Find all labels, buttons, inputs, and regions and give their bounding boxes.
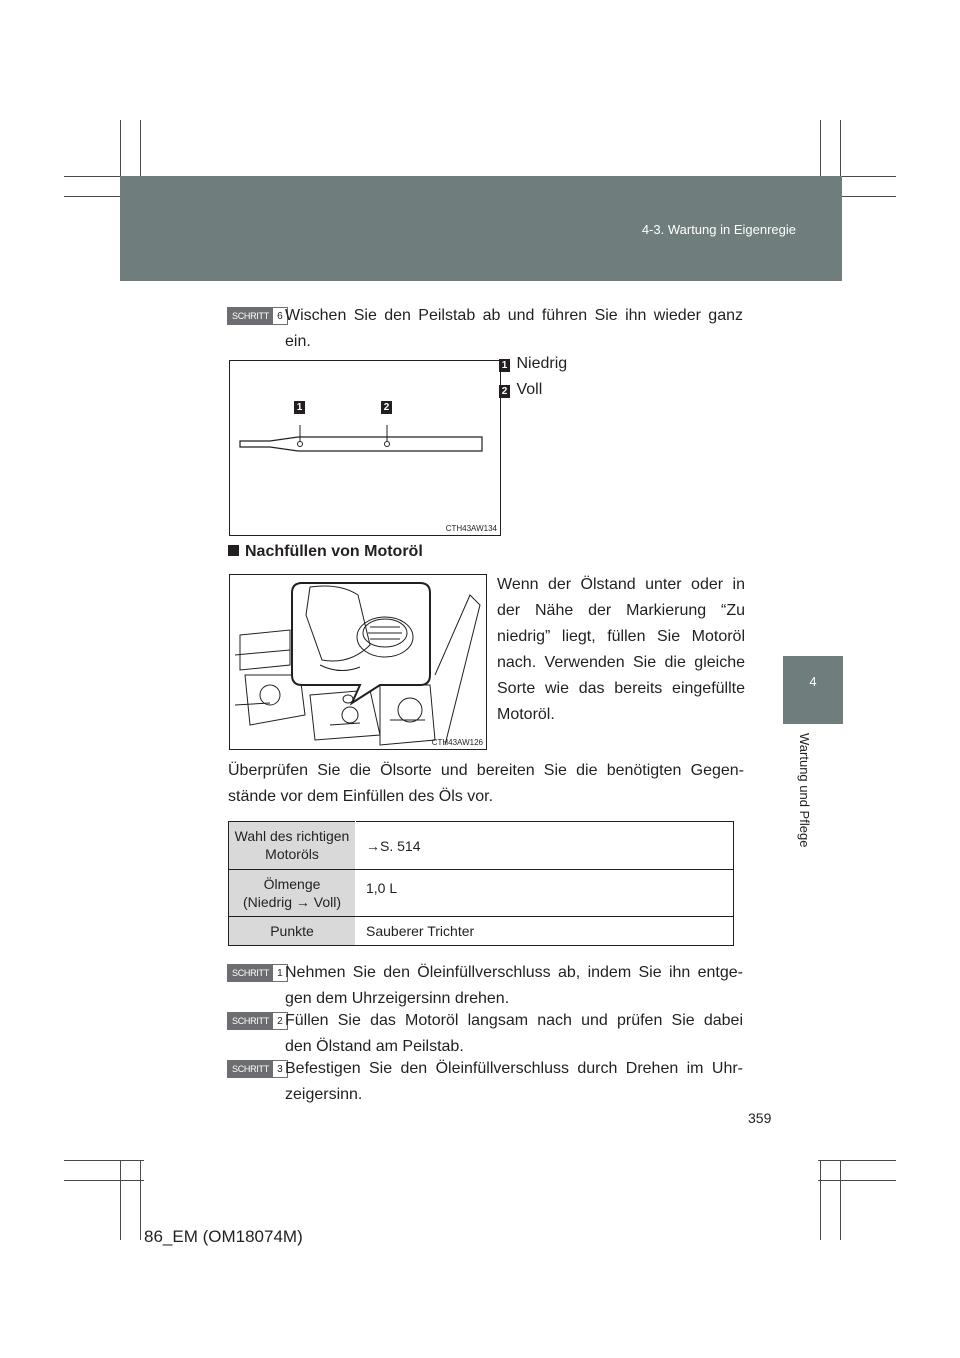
- legend-number: 1: [499, 359, 510, 372]
- intro-paragraph: Überprüfen Sie die Ölsorte und bereiten Sie die benötigten Gegen-stände vor dem Einfüllen des Öls vor.: [228, 762, 744, 805]
- table-value-cell: Sauberer Trichter: [356, 917, 734, 946]
- table-header-cell: [229, 870, 356, 917]
- crop-mark: [820, 1160, 821, 1240]
- legend-label: Voll: [516, 381, 543, 398]
- crop-mark: [64, 1180, 144, 1181]
- step-word: SCHRITT: [228, 1061, 273, 1077]
- step-number: 3: [277, 1064, 283, 1075]
- legend-label: Niedrig: [516, 355, 568, 372]
- step-line: Befestigen Sie den Öleinfüllverschluss durch Drehen im Uhr-: [285, 1060, 743, 1077]
- step-badge: [227, 1060, 288, 1078]
- legend-item: [499, 355, 567, 373]
- page-number: 359: [748, 1110, 772, 1126]
- bullet-square-icon: [228, 545, 239, 556]
- dipstick-illustration: [230, 361, 500, 535]
- step-badge: [227, 1012, 288, 1030]
- legend-item: [499, 381, 542, 399]
- step-line: Nehmen Sie den Öleinfüllverschluss ab, indem Sie ihn entge-: [285, 964, 743, 981]
- step-2-text: [285, 1008, 743, 1060]
- step-word: SCHRITT: [228, 965, 273, 981]
- step-1-text: [285, 960, 743, 1012]
- header-band: [120, 176, 842, 281]
- step-badge: [227, 307, 288, 325]
- section-heading: [228, 543, 423, 561]
- table-header-cell: [229, 917, 356, 946]
- step-line: gen dem Uhrzeigersinn drehen.: [285, 990, 510, 1007]
- crop-mark: [64, 1160, 144, 1161]
- figure-code: CTH43AW134: [445, 524, 497, 533]
- crop-mark: [818, 1160, 896, 1161]
- header-line: Punkte: [270, 923, 314, 939]
- figure-code: CTH43AW126: [431, 738, 483, 747]
- step-number: 2: [277, 1016, 283, 1027]
- step-number: 6: [277, 311, 283, 322]
- chapter-label: Wartung und Pflege: [797, 733, 812, 848]
- chapter-tab: [783, 656, 843, 724]
- step-6-text: Wischen Sie den Peilstab ab und führen Sie ihn wieder ganz ein.: [285, 307, 743, 350]
- header-line: Wahl des richtigen: [234, 828, 350, 844]
- figure-marker: 1: [294, 401, 305, 414]
- section-heading-text: Nachfüllen von Motoröl: [245, 543, 423, 560]
- requirements-table: [228, 821, 734, 946]
- header-line: Motoröls: [265, 846, 319, 862]
- table-value-cell: →S. 514: [356, 822, 734, 870]
- header-line: Ölmenge: [263, 876, 321, 892]
- table-value-cell: 1,0 L: [356, 870, 734, 917]
- step-word: SCHRITT: [228, 308, 273, 324]
- figure-marker: 2: [381, 401, 392, 414]
- dipstick-figure: [229, 360, 501, 536]
- section-title: 4-3. Wartung in Eigenregie: [641, 222, 796, 237]
- chapter-number: 4: [809, 674, 817, 689]
- step-badge: [227, 964, 288, 982]
- document-code: 86_EM (OM18074M): [144, 1227, 303, 1246]
- crop-mark: [840, 1160, 841, 1240]
- table-header-cell: [229, 822, 356, 870]
- crop-mark: [818, 1180, 896, 1181]
- engine-bay-illustration: [230, 575, 486, 749]
- table-row: [229, 870, 734, 917]
- step-line: zeigersinn.: [285, 1086, 363, 1103]
- header-line: (Niedrig → Voll): [242, 894, 342, 910]
- step-line: den Ölstand am Peilstab.: [285, 1038, 464, 1055]
- table-row: [229, 917, 734, 946]
- step-3-text: [285, 1056, 743, 1108]
- crop-mark: [140, 1160, 141, 1240]
- table-row: [229, 822, 734, 870]
- refill-description: Wenn der Ölstand unter oder in der Nähe der Markierung “Zu niedrig” liegt, füllen Sie Motoröl nach. Verwenden Sie die gleiche Sorte wie das bereits eingefüllte Motoröl.: [497, 576, 745, 723]
- step-number: 1: [277, 968, 283, 979]
- crop-mark: [120, 1160, 121, 1240]
- legend-number: 2: [499, 385, 510, 398]
- step-word: SCHRITT: [228, 1013, 273, 1029]
- step-line: Füllen Sie das Motoröl langsam nach und prüfen Sie dabei: [285, 1012, 743, 1029]
- oil-cap-figure: [229, 574, 487, 750]
